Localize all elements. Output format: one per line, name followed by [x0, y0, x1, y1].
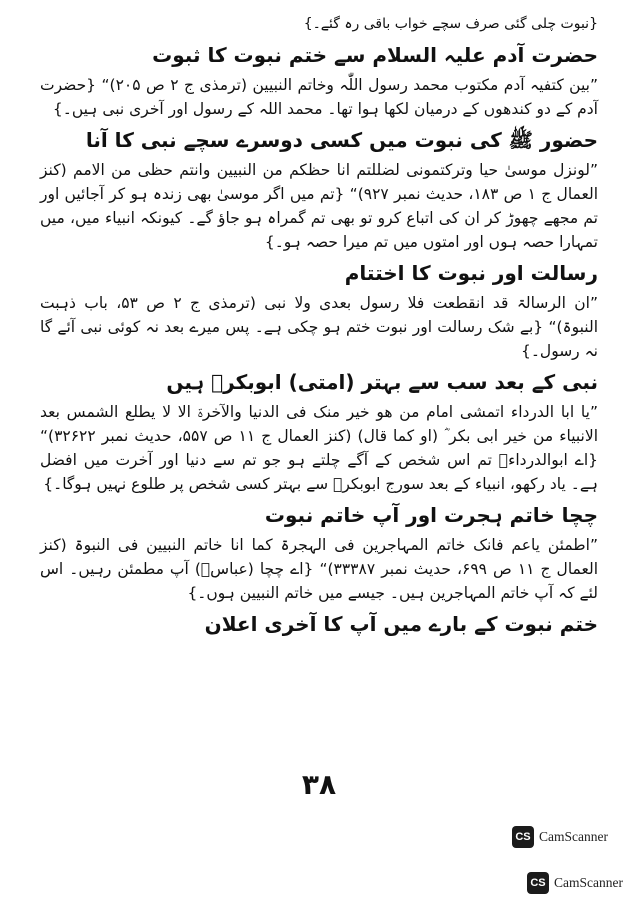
paragraph-abu-darda-hadith: ”یا ابا الدرداء اتمشی امام من ھو خیر منک فی الدنیا والآخرۃ الا لا یطلع الشمس بعد الانبیاء من خیر ابی بکر ؓ (او کما قال) (کنز العمال ج ۱۱ ص ۵۵۷، حدیث نمبر ۳۲۶۲۲)“ {اے ابوالدرداءؓ تم اس شخص کے آگے چلتے ہو جو تم سے دنیا اور آخرت میں افضل ہے۔ یاد رکھو، انبیاء کے بعد سورج ابوبکرؓ سے بہتر کسی شخص پر طلوع نہیں ہوگا۔}	[40, 402, 599, 493]
paragraph-risalah-hadith: ”ان الرسالۃ قد انقطعت فلا رسول بعدی ولا نبی (ترمذی ج ۲ ص ۵۳، باب ذہبت النبوۃ)“ {بے شک رسالت اور نبوت ختم ہو چکی ہے۔ پس میرے بعد نہ کوئی نبی آئے گا نہ رسول۔}	[40, 293, 598, 360]
paragraph-abbas-hadith: ”اطمئن یاعم فانک خاتم المہاجرین فی الہجرۃ کما انا خاتم النبیین فی النبوۃ (کنز العمال ج ۱۱ ص ۶۹۹، حدیث نمبر ۳۳۳۸۷)“ {اے چچا (عباسؓ) آپ مطمئن رہیں۔ اس لئے کہ آپ خاتم المہاجرین ہیں۔ جیسے میں خاتم النبیین ہوں۔}	[40, 535, 599, 602]
heading-adam-proof: حضرت آدم علیہ السلام سے ختم نبوت کا ثبوت	[152, 42, 598, 67]
heading-end-of-prophethood: رسالت اور نبوت کا اختتام	[344, 260, 598, 285]
camscanner-label: CamScanner	[554, 875, 623, 890]
camscanner-logo-icon: CS	[527, 872, 549, 894]
camscanner-logo-icon: CS	[512, 826, 534, 848]
heading-abu-bakr: نبی کے بعد سب سے بہتر (امتی) ابوبکرؓ ہیں	[166, 369, 598, 394]
heading-another-prophet: حضور ﷺ کی نبوت میں کسی دوسرے سچے نبی کا آنا	[85, 127, 598, 152]
heading-final-announcement: ختم نبوت کے بارے میں آپ کا آخری اعلان	[204, 611, 598, 636]
closing-note: {نبوت چلی گئی صرف سچے خواب باقی رہ گئے۔}	[303, 16, 598, 32]
camscanner-watermark	[512, 826, 608, 848]
paragraph-musa-hadith: ”لونزل موسیٰ حیا وترکتمونی لضللتم انا حظکم من النبیین وانتم حظی من الامم (کنز العمال ج ۱ ص ۱۸۳، حدیث نمبر ۹۲۷)“ {تم میں اگر موسیٰ بھی زندہ ہو کر آجائیں اور تم مجھے چھوڑ کر ان کی اتباع کرو تو بھی تم گمراہ ہو جاؤ گے۔ کیونکہ انبیاء میں، میں تمہارا حصہ ہوں اور امتوں میں تم میرا حصہ ہو۔}	[40, 160, 599, 251]
camscanner-label: CamScanner	[539, 829, 608, 844]
paragraph-adam-hadith: ”بین کتفیہ آدم مکتوب محمد رسول اللّٰہ وخاتم النبیین (ترمذی ج ۲ ص ۲۰۵)“ {حضرت آدم کے دو کندھوں کے درمیان لکھا ہوا تھا۔ محمد اللہ کے رسول اور آخری نبی ہیں۔}	[40, 75, 598, 118]
camscanner-watermark	[527, 872, 623, 894]
page-number: ۳۸	[301, 768, 337, 801]
heading-uncle-hijrah: چچا خاتم ہجرت اور آپ خاتم نبوت	[264, 502, 598, 527]
